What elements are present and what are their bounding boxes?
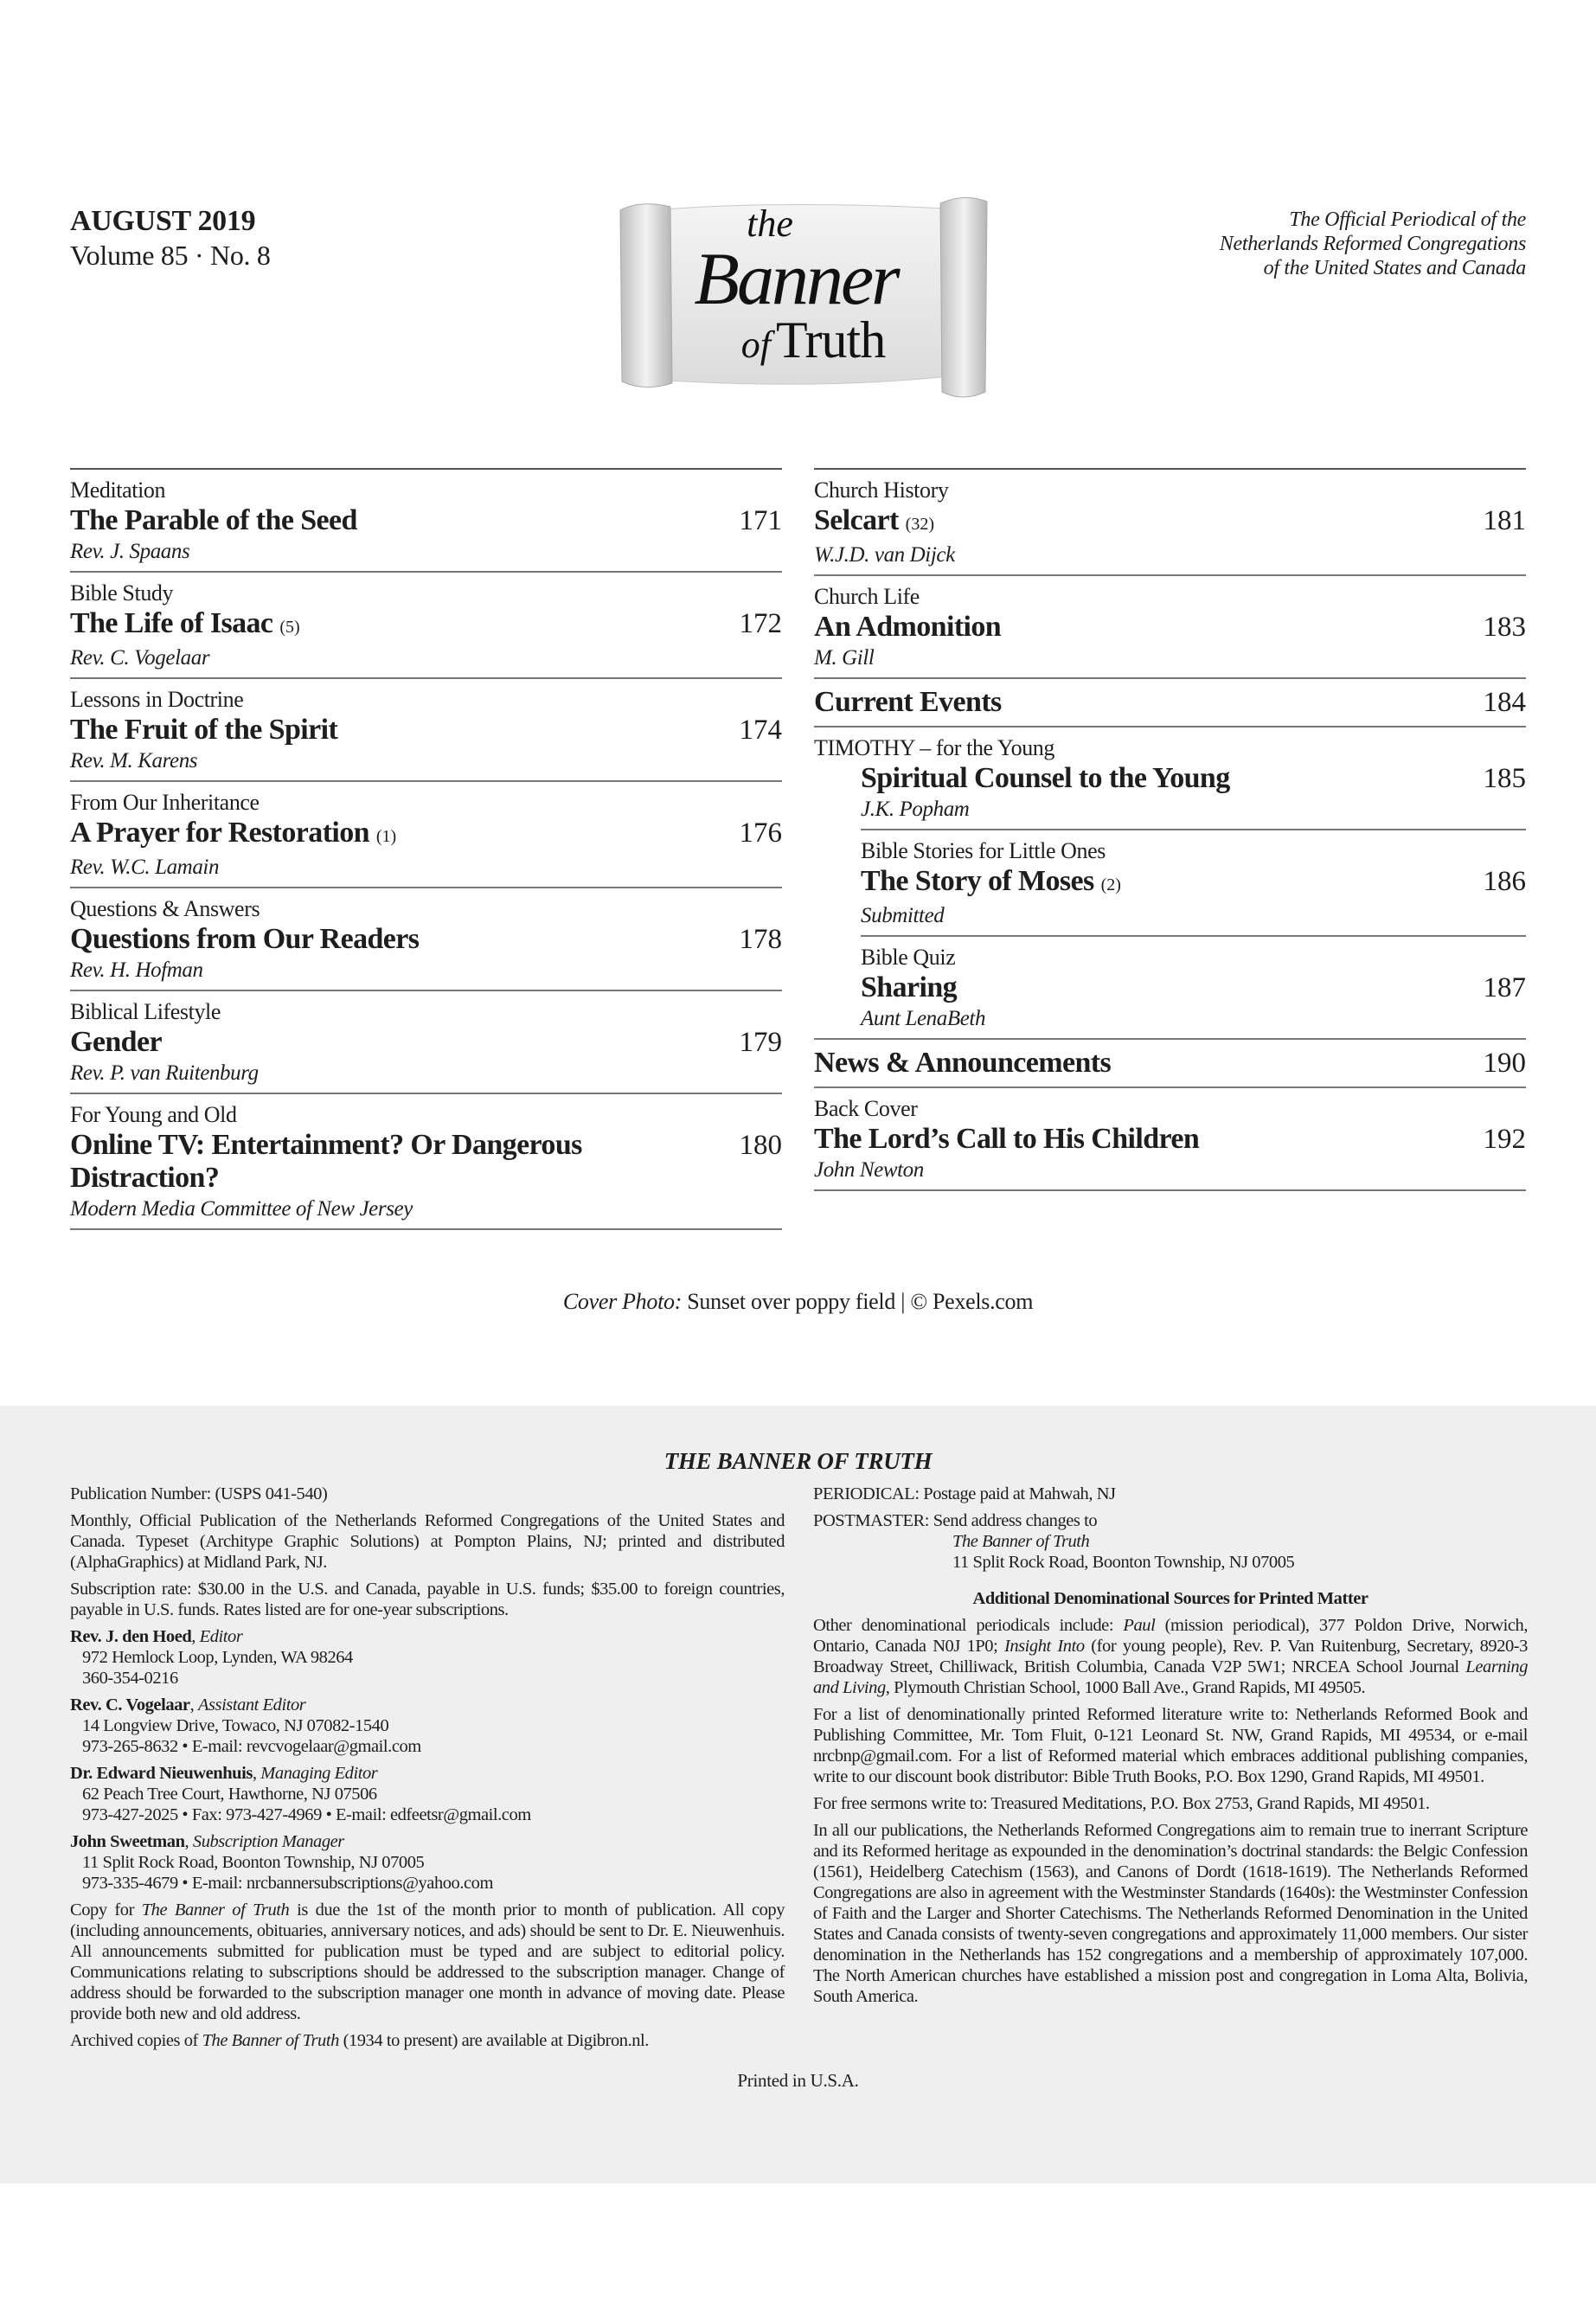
toc-entry[interactable]	[70, 782, 782, 888]
text-segment: Publication Number: (USPS 041-540)	[70, 1484, 328, 1503]
staff-name: Rev. J. den Hoed	[70, 1627, 192, 1646]
staff-contact-line: 973-427-2025 • Fax: 973-427-4969 • E-mail: edfeetsr@gmail.com	[82, 1805, 531, 1824]
section-header	[814, 727, 1526, 762]
entry-page-number: 192	[1483, 1124, 1526, 1155]
entry-title-block	[70, 714, 337, 747]
toc-entry[interactable]	[70, 1094, 782, 1230]
toc-entry[interactable]	[814, 1040, 1526, 1088]
entry-page-number: 185	[1483, 763, 1526, 794]
entry-page-number: 184	[1483, 687, 1526, 718]
entry-title-row	[70, 607, 782, 644]
entry-title-block	[70, 504, 357, 537]
masthead-footer	[0, 1406, 1596, 2183]
entry-page-number: 190	[1483, 1048, 1526, 1079]
toc-entry[interactable]	[814, 576, 1526, 679]
text-segment: Archived copies of	[70, 2031, 202, 2050]
staff-contact-line: 14 Longview Drive, Towaco, NJ 07082-1540	[82, 1716, 389, 1735]
entry-title[interactable]: Current Events	[814, 686, 1002, 718]
footer-paragraph	[813, 1484, 1528, 1504]
footer-right-column	[813, 1484, 1528, 2013]
entry-category: From Our Inheritance	[70, 790, 260, 815]
entry-page-number: 178	[739, 924, 782, 955]
entry-title-block	[70, 1129, 693, 1195]
entry-title-row	[70, 1026, 782, 1059]
entry-category: Bible Stories for Little Ones	[861, 838, 1106, 863]
footer-paragraph	[70, 1510, 785, 1573]
text-segment: (mission periodical), 377 Poldon Drive, Norwich, Ontario, Canada N0J 1P0;	[813, 1616, 1528, 1656]
entry-title[interactable]: News & Announcements	[814, 1047, 1112, 1079]
entry-author: Rev. P. van Ruitenburg	[70, 1061, 259, 1085]
text-segment: (1934 to present) are available at Digibron.nl.	[338, 2031, 649, 2050]
tagline-line: Netherlands Reformed Congregations	[1219, 233, 1526, 255]
entry-part: (32)	[905, 515, 934, 534]
entry-title-block	[70, 923, 419, 956]
entry-title-block	[861, 865, 1121, 901]
entry-category: Bible Study	[70, 580, 174, 606]
footer-paragraph	[813, 1615, 1528, 1698]
text-segment: Other denominational periodicals include:	[813, 1616, 1124, 1635]
toc-entry[interactable]	[814, 470, 1526, 576]
staff-contact-line: 973-335-4679 • E-mail: nrcbannersubscriptions@yahoo.com	[82, 1874, 493, 1893]
entry-category: Church History	[814, 478, 949, 503]
staff-contact-line: 62 Peach Tree Court, Hawthorne, NJ 07506	[82, 1785, 377, 1804]
text-segment: Learning and Living	[813, 1657, 1528, 1697]
toc-entry[interactable]	[70, 470, 782, 573]
toc-entry[interactable]	[814, 1088, 1526, 1191]
section-title: TIMOTHY – for the Young	[814, 735, 1054, 760]
entry-category: Biblical Lifestyle	[70, 999, 221, 1024]
postmaster-notice	[813, 1510, 1528, 1573]
staff-role: Subscription Manager	[192, 1832, 344, 1851]
entry-author: Rev. W.C. Lamain	[70, 856, 220, 879]
entry-title-block	[814, 1047, 1111, 1080]
entry-page-number: 176	[739, 817, 782, 849]
toc-entry[interactable]	[70, 991, 782, 1094]
footer-columns	[0, 1484, 1596, 2057]
entry-title-row	[814, 504, 1526, 541]
staff-contact-line: 11 Split Rock Road, Boonton Township, NJ 07005	[82, 1853, 425, 1872]
entry-title-block	[70, 607, 300, 644]
toc-section-timothy	[814, 727, 1526, 1040]
entry-category: For Young and Old	[70, 1102, 237, 1127]
logo-of-truth	[740, 311, 886, 380]
entry-page-number: 180	[739, 1130, 782, 1161]
footer-paragraph	[70, 1484, 785, 1504]
cover-photo-label: Cover Photo:	[562, 1289, 683, 1314]
footer-paragraph	[813, 1793, 1528, 1814]
entry-category: Questions & Answers	[70, 896, 260, 921]
entry-page-number: 187	[1483, 972, 1526, 1003]
entry-title-block	[861, 762, 1230, 795]
entry-page-number: 181	[1483, 505, 1526, 536]
issue-info	[70, 204, 271, 272]
text-segment: For free sermons write to: Treasured Meditations, P.O. Box 2753, Grand Rapids, MI 49501.	[813, 1794, 1430, 1813]
text-segment: is due the 1st of the month prior to month of publication. All copy (including announcements, obituaries, anniversary notices, and ads) should be sent to Dr. E. Nieuwenhuis. All announcements submitted for publication must be typed and are subject to editorial policy. Communications relating to subscriptions should be addressed to the subscription manager. Change of address should be forwarded to the subscription manager one month in advance of moving date. Please provide both new and old address.	[70, 1900, 785, 2023]
banner-of-truth-logo	[601, 176, 990, 405]
entry-title-row	[814, 1047, 1526, 1080]
toc-left-column	[70, 468, 782, 1230]
text-segment: Monthly, Official Publication of the Netherlands Reformed Congregations of the United States and Canada. Typeset (Architype Graphic Solutions) at Pompton Plains, NJ; printed and distributed (AlphaGraphics) at Midland Park, NJ.	[70, 1511, 785, 1572]
entry-title-row	[814, 686, 1526, 719]
staff-name: Rev. C. Vogelaar	[70, 1695, 190, 1715]
entry-title[interactable]: Questions from Our Readers	[70, 923, 420, 955]
staff-name: Dr. Edward Nieuwenhuis	[70, 1764, 253, 1783]
staff-name: John Sweetman	[70, 1832, 185, 1851]
logo-of: of	[740, 324, 772, 366]
logo-the: the	[747, 202, 793, 245]
text-segment: (for young people), Rev. P. Van Ruitenburg, Secretary, 8920-3 Broadway Street, Chilliwack, British Columbia, Canada V2P 5W1; NRCEA School Journal	[813, 1637, 1528, 1676]
entry-part: (5)	[279, 618, 300, 637]
entry-title-row	[70, 923, 782, 956]
entry-author: Rev. M. Karens	[70, 749, 198, 772]
entry-title-row	[861, 762, 1526, 795]
entry-category: Lessons in Doctrine	[70, 687, 244, 712]
entry-title[interactable]: The Life of Isaac	[70, 607, 273, 639]
text-segment: In all our publications, the Netherlands Reformed Congregations aim to remain true to inerrant Scripture and its Reformed heritage as expounded in the denomination’s doctrinal standards: the Belgic Confession (1561), Heidelberg Catechism (1563), and Canons of Dordt (1618-1619). The Netherlands Reformed Congregations are also in agreement with the Westminster Standards (1640s): the Westminster Confession of Faith and the Larger and Shorter Catechisms. The Netherlands Reformed Denomination in the United States and Canada consists of twenty-seven congregations and approximately 11,000 members. Our sister denomination in the Netherlands has 152 congregations and a membership of approximately 107,000. The North American churches have established a mission post and congregation in Loma Alta, Bolivia, South America.	[813, 1821, 1528, 2006]
entry-title[interactable]: Selcart	[814, 504, 899, 536]
footer-paragraph	[813, 1820, 1528, 2007]
staff-role: Assistant Editor	[197, 1695, 306, 1715]
entry-title-block	[70, 817, 396, 853]
entry-page-number: 171	[739, 505, 782, 536]
publication-tagline	[1220, 208, 1526, 280]
tagline-line: of the United States and Canada	[1263, 257, 1526, 279]
entry-title-row	[70, 504, 782, 537]
entry-title-row	[70, 714, 782, 747]
entry-author: M. Gill	[814, 646, 875, 670]
text-segment: The Banner of Truth	[202, 2031, 339, 2050]
footer-left-column	[70, 1484, 785, 2057]
entry-title-row	[861, 865, 1526, 901]
entry-author: Rev. J. Spaans	[70, 540, 190, 563]
entry-title-block	[70, 1026, 162, 1059]
entry-category: Bible Quiz	[861, 945, 956, 970]
staff-contact-line: 972 Hemlock Loop, Lynden, WA 98264	[82, 1648, 353, 1667]
entry-title[interactable]: Gender	[70, 1026, 162, 1058]
text-segment: For a list of denominationally printed Reformed literature write to: Netherlands Reformed Book and Publishing Committee, Mr. Tom Fluit, 0-121 Leonard St. NW, Grand Rapids, MI 49534, or e-mail nrcbnp@gmail.com. For a list of Reformed material which embraces additional publishing companies, write to our discount book distributor: Bible Truth Books, P.O. Box 1290, Grand Rapids, MI 49501.	[813, 1705, 1528, 1786]
entry-category: Meditation	[70, 478, 166, 503]
text-segment: The Banner of Truth	[141, 1900, 290, 1920]
staff-contact-line: 973-265-8632 • E-mail: revcvogelaar@gmail.com	[82, 1737, 421, 1756]
text-segment: PERIODICAL: Postage paid at Mahwah, NJ	[813, 1484, 1116, 1503]
entry-page-number: 172	[739, 608, 782, 639]
text-segment: Insight Into	[1003, 1637, 1085, 1656]
toc-entry[interactable]	[70, 679, 782, 782]
toc-entry[interactable]	[814, 679, 1526, 727]
entry-title-block	[814, 1123, 1199, 1156]
logo-banner: Banner	[694, 237, 898, 320]
entry-part: (2)	[1100, 875, 1121, 894]
issue-date: AUGUST 2019	[70, 205, 256, 237]
footer-paragraph	[70, 1900, 785, 2024]
postmaster-label: POSTMASTER: Send address changes to	[813, 1511, 1098, 1530]
entry-title[interactable]: Online TV: Entertainment? Or Dangerous Distraction?	[70, 1129, 582, 1194]
text-segment: Copy for	[70, 1900, 142, 1920]
sources-heading: Additional Denominational Sources for Printed Matter	[972, 1589, 1368, 1608]
staff-contact: Dr. Edward Nieuwenhuis, Managing Editor 62 Peach Tree Court, Hawthorne, NJ 07506 973-427-2025 • Fax: 973-427-4969 • E-mail: edfeetsr@gmail.com	[70, 1763, 785, 1825]
cover-photo-text: Sunset over poppy field | © Pexels.com	[682, 1289, 1034, 1314]
footer-paragraph	[813, 1704, 1528, 1787]
entry-author: Aunt LenaBeth	[861, 1007, 986, 1030]
postmaster-address	[813, 1531, 1528, 1573]
address-line	[952, 1552, 1528, 1573]
staff-role: Editor	[199, 1627, 243, 1646]
staff-role: Managing Editor	[260, 1764, 378, 1783]
entry-category: Back Cover	[814, 1096, 918, 1121]
entry-title-row	[814, 1123, 1526, 1156]
entry-title[interactable]: A Prayer for Restoration	[70, 817, 369, 849]
entry-title[interactable]: The Story of Moses	[861, 865, 1094, 897]
text-segment: The Banner of Truth	[952, 1532, 1090, 1551]
staff-contact: Rev. C. Vogelaar, Assistant Editor 14 Longview Drive, Towaco, NJ 07082-1540 973-265-8632 • E-mail: revcvogelaar@gmail.com	[70, 1695, 785, 1757]
address-line	[952, 1531, 1528, 1552]
footer-title: THE BANNER OF TRUTH	[663, 1448, 933, 1474]
entry-page-number: 183	[1483, 612, 1526, 643]
entry-author: Modern Media Committee of New Jersey	[70, 1197, 413, 1221]
cover-photo-credit	[0, 1289, 1596, 1315]
printed-in: Printed in U.S.A.	[737, 2070, 859, 2091]
entry-page-number: 186	[1483, 866, 1526, 897]
entry-author: J.K. Popham	[861, 798, 970, 821]
entry-author: John Newton	[814, 1158, 924, 1182]
staff-contact-line: 360-354-0216	[82, 1669, 178, 1688]
text-segment: 11 Split Rock Road, Boonton Township, NJ 07005	[952, 1553, 1295, 1572]
entry-author: Rev. C. Vogelaar	[70, 646, 210, 670]
toc-entry[interactable]	[861, 830, 1526, 937]
issue-volume: Volume 85 · No. 8	[70, 240, 271, 271]
entry-title-block	[814, 686, 1002, 719]
footer-paragraph	[70, 1579, 785, 1620]
text-segment: , Plymouth Christian School, 1000 Ball Ave., Grand Rapids, MI 49505.	[885, 1678, 1366, 1697]
entry-title-block	[861, 971, 957, 1004]
entry-page-number: 179	[739, 1027, 782, 1058]
entry-title[interactable]: The Lord’s Call to His Children	[814, 1123, 1200, 1155]
entry-title[interactable]: The Fruit of the Spirit	[70, 714, 338, 746]
toc-entry[interactable]	[70, 573, 782, 679]
footer-paragraph	[70, 2030, 785, 2051]
text-segment: Paul	[1123, 1616, 1156, 1635]
toc-entry[interactable]	[70, 888, 782, 991]
entry-category: Church Life	[814, 584, 920, 609]
entry-title-row	[861, 971, 1526, 1004]
logo-wordmark	[601, 202, 990, 380]
entry-title-row	[70, 817, 782, 853]
tagline-line: The Official Periodical of the	[1289, 208, 1526, 231]
entry-title-block	[814, 504, 934, 541]
entry-title[interactable]: The Parable of the Seed	[70, 504, 357, 536]
entry-author: Submitted	[861, 904, 945, 927]
entry-part: (1)	[375, 827, 397, 846]
entry-title-row	[70, 1129, 782, 1195]
entry-author: Rev. H. Hofman	[70, 958, 203, 982]
entry-title[interactable]: An Admonition	[814, 611, 1002, 643]
text-segment: Subscription rate: $30.00 in the U.S. and Canada, payable in U.S. funds; $35.00 to foreign countries, payable in U.S. funds. Rates listed are for one-year subscriptions.	[70, 1580, 785, 1619]
entry-title-row	[814, 611, 1526, 644]
toc-entry[interactable]	[861, 937, 1526, 1038]
toc-entry[interactable]	[861, 762, 1526, 830]
toc-right-column	[814, 468, 1526, 1191]
staff-contact: Rev. J. den Hoed, Editor 972 Hemlock Loop, Lynden, WA 98264 360-354-0216	[70, 1626, 785, 1689]
entry-title[interactable]: Spiritual Counsel to the Young	[861, 762, 1230, 794]
entry-title-block	[814, 611, 1001, 644]
entry-title[interactable]: Sharing	[861, 971, 958, 1003]
entry-author: W.J.D. van Dijck	[814, 543, 955, 567]
staff-contact: John Sweetman, Subscription Manager 11 Split Rock Road, Boonton Township, NJ 07005 973-335-4679 • E-mail: nrcbannersubscriptions@yahoo.com	[70, 1831, 785, 1894]
logo-truth: Truth	[776, 311, 886, 369]
entry-page-number: 174	[739, 715, 782, 746]
